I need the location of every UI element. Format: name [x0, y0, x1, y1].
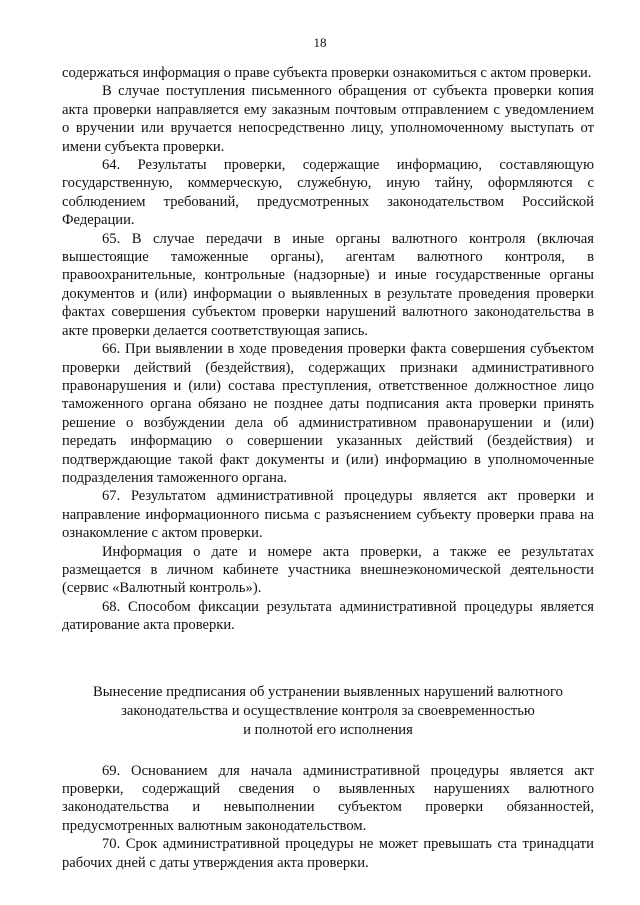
- page-number: 18: [313, 35, 327, 50]
- heading-line: и полнотой его исполнения: [243, 721, 413, 738]
- paragraph: 67. Результатом административной процедуры является акт проверки и направление информационного письма с разъяснением субъекту проверки права на ознакомление с актом проверки.: [62, 488, 594, 542]
- heading-line: законодательства и осуществление контроля за своевременностью: [121, 702, 535, 719]
- paragraph: 70. Срок административной процедуры не может превышать ста тринадцати рабочих дней с даты утверждения акта проверки.: [62, 836, 594, 871]
- section-before-heading: [62, 64, 594, 635]
- paragraph: 64. Результаты проверки, содержащие информацию, составляющую государственную, коммерческую, служебную, иную тайну, оформляются с соблюдением требований, предусмотренных законодательством Российской Федерации.: [62, 157, 594, 229]
- paragraph: 66. При выявлении в ходе проведения проверки факта совершения субъектом проверки действий (бездействия), содержащих признаки административного правонарушения и (или) состава преступления, ответственное должностное лицо таможенного органа обязано не позднее даты подписания акта проверки принять решение о возбуждении дела об административном правонарушении и (или) передать информацию о совершении указанных действий (бездействия) и подтверждающие такой факт документы и (или) информацию в уполномоченные подразделения таможенного органа.: [62, 341, 594, 486]
- paragraph: В случае поступления письменного обращения от субъекта проверки копия акта проверки направляется ему заказным почтовым отправлением с уведомлением о вручении или вручается непосредственно лицу, уполномоченному выступать от имени субъекта проверки.: [62, 83, 594, 155]
- paragraph: Информация о дате и номере акта проверки, а также ее результатах размещается в личном кабинете участника внешнеэкономической деятельности (сервис «Валютный контроль»).: [62, 543, 594, 597]
- paragraph: 65. В случае передачи в иные органы валютного контроля (включая вышестоящие таможенные органы), агентам валютного контроля, в правоохранительные, контрольные (надзорные) и иные государственные органы документов и (или) информации о выявленных в результате проведения проверки фактах совершения субъектом проверки нарушений валютного законодательства в акте проверки делается соответствующая запись.: [62, 230, 594, 339]
- document-body: [62, 64, 594, 872]
- paragraph: содержаться информация о праве субъекта проверки ознакомиться с актом проверки.: [62, 65, 592, 81]
- section-after-heading: [62, 762, 594, 872]
- paragraph: 68. Способом фиксации результата административной процедуры является датирование акта проверки.: [62, 598, 594, 634]
- heading-line: Вынесение предписания об устранении выявленных нарушений валютного: [93, 683, 563, 700]
- paragraph: 69. Основанием для начала административной процедуры является акт проверки, содержащий сведения о выявленных нарушениях валютного законодательства и невыполнении субъектом проверки обязанностей, предусмотренных валютным законодательством.: [62, 762, 594, 834]
- section-heading: [62, 683, 594, 740]
